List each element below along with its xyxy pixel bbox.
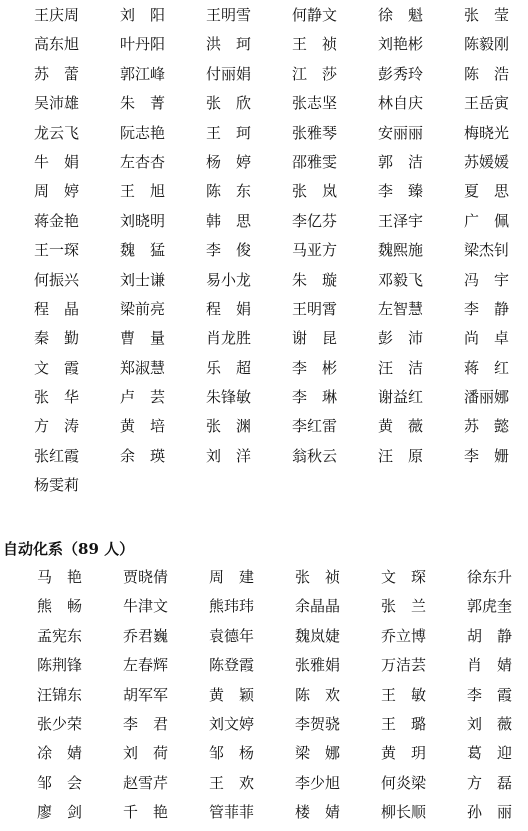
name-entry: 邹 杨 [209, 744, 255, 763]
name-entry: 葛 迎 [467, 744, 513, 763]
name-entry: 王 旭 [120, 182, 166, 201]
name-entry: 周 建 [209, 568, 255, 586]
name-entry: 黄 薇 [378, 417, 424, 436]
name-entry: 乔立博 [381, 626, 427, 645]
name-entry: 陈荆锋 [37, 656, 83, 675]
name-entry: 彭 沛 [378, 329, 424, 348]
name-entry: 苏 懿 [464, 417, 510, 436]
name-entry: 谢益红 [378, 388, 424, 407]
name-entry: 熊 畅 [37, 597, 83, 616]
name-list-top [0, 1, 528, 501]
name-entry: 张 欣 [206, 94, 252, 113]
name-entry: 汪 原 [378, 446, 424, 465]
name-entry: 张 莹 [464, 6, 510, 24]
name-entry: 易小龙 [206, 270, 252, 289]
name-entry: 余晶晶 [295, 597, 341, 616]
name-entry: 王一琛 [34, 241, 80, 260]
name-entry: 黄 培 [120, 417, 166, 436]
name-entry: 韩 思 [206, 211, 252, 230]
name-entry: 夏 思 [464, 182, 510, 201]
name-entry: 李 姗 [464, 446, 510, 465]
name-entry: 尚 卓 [464, 329, 510, 348]
name-entry: 左智慧 [378, 299, 424, 318]
name-entry: 陈 欢 [295, 685, 341, 704]
name-entry: 李亿芬 [292, 211, 338, 230]
name-entry: 赵雪芹 [123, 773, 169, 792]
name-entry: 翁秋云 [292, 446, 338, 465]
name-entry: 张 祯 [295, 568, 341, 586]
name-entry: 陈 东 [206, 182, 252, 201]
section-heading: 自动化系（89 人） [3, 540, 135, 558]
name-entry: 张少荣 [37, 714, 83, 733]
name-entry: 李贺骁 [295, 714, 341, 733]
name-entry: 杨雯莉 [34, 476, 80, 495]
name-entry: 凃 婧 [37, 744, 83, 763]
name-entry: 胡军军 [123, 685, 169, 704]
name-entry: 李 静 [464, 299, 510, 318]
name-entry: 乔君巍 [123, 626, 169, 645]
name-entry: 蒋金艳 [34, 211, 80, 230]
name-entry: 黄 颖 [209, 685, 255, 704]
name-entry: 牛 娟 [34, 152, 80, 171]
name-entry: 吴沛雄 [34, 94, 80, 113]
name-entry: 付丽娟 [206, 64, 252, 83]
name-entry: 王 珂 [206, 123, 252, 142]
name-list-automation [0, 563, 528, 828]
name-entry: 张雅琴 [292, 123, 338, 142]
name-entry: 王明霄 [292, 299, 338, 318]
name-entry: 王岳寅 [464, 94, 510, 113]
name-entry: 洪 珂 [206, 35, 252, 54]
name-entry: 李 君 [123, 714, 169, 733]
name-entry: 张 华 [34, 388, 80, 407]
name-entry: 梅晓光 [464, 123, 510, 142]
name-entry: 邓毅飞 [378, 270, 424, 289]
name-entry: 袁德年 [209, 626, 255, 645]
name-entry: 余 瑛 [120, 446, 166, 465]
name-entry: 刘艳彬 [378, 35, 424, 54]
name-entry: 王 璐 [381, 714, 427, 733]
name-entry: 何静文 [292, 6, 338, 24]
name-entry: 邵雅雯 [292, 152, 338, 171]
name-entry: 汪 洁 [378, 358, 424, 377]
name-entry: 楼 婧 [295, 803, 341, 822]
name-entry: 牛津文 [123, 597, 169, 616]
name-entry: 郭虎奎 [467, 597, 513, 616]
name-entry: 潘丽娜 [464, 388, 510, 407]
name-entry: 刘 阳 [120, 6, 166, 24]
name-entry: 李少旭 [295, 773, 341, 792]
name-entry: 梁 娜 [295, 744, 341, 763]
name-entry: 朱锋敏 [206, 388, 252, 407]
name-entry: 王 敏 [381, 685, 427, 704]
name-entry: 彭秀玲 [378, 64, 424, 83]
name-entry: 刘文婷 [209, 714, 255, 733]
name-entry: 陈 浩 [464, 64, 510, 83]
name-entry: 秦 勤 [34, 329, 80, 348]
name-entry: 文 琛 [381, 568, 427, 586]
name-entry: 程 晶 [34, 299, 80, 318]
name-entry: 高东旭 [34, 35, 80, 54]
name-entry: 左春辉 [123, 656, 169, 675]
name-entry: 梁杰钊 [464, 241, 510, 260]
name-entry: 朱 菁 [120, 94, 166, 113]
name-entry: 管菲菲 [209, 803, 255, 822]
name-entry: 肖 婧 [467, 656, 513, 675]
name-entry: 王明雪 [206, 6, 252, 24]
name-entry: 魏熙施 [378, 241, 424, 260]
name-entry: 柳长顺 [381, 803, 427, 822]
name-entry: 杨 婷 [206, 152, 252, 171]
name-entry: 张雅娟 [295, 656, 341, 675]
name-entry: 刘 洋 [206, 446, 252, 465]
name-entry: 方 涛 [34, 417, 80, 436]
name-entry: 梁前亮 [120, 299, 166, 318]
name-entry: 广 佩 [464, 211, 510, 230]
name-entry: 邹 会 [37, 773, 83, 792]
name-entry: 郭江峰 [120, 64, 166, 83]
name-entry: 蒋 红 [464, 358, 510, 377]
name-entry: 熊玮玮 [209, 597, 255, 616]
name-entry: 陈登霞 [209, 656, 255, 675]
name-entry: 方 磊 [467, 773, 513, 792]
name-entry: 乐 超 [206, 358, 252, 377]
name-entry: 何振兴 [34, 270, 80, 289]
name-entry: 王泽宇 [378, 211, 424, 230]
name-entry: 魏岚婕 [295, 626, 341, 645]
name-entry: 徐东升 [467, 568, 513, 586]
name-entry: 阮志艳 [120, 123, 166, 142]
name-entry: 林自庆 [378, 94, 424, 113]
name-entry: 周 婷 [34, 182, 80, 201]
name-entry: 左杏杏 [120, 152, 166, 171]
name-entry: 张 渊 [206, 417, 252, 436]
name-entry: 文 霞 [34, 358, 80, 377]
name-entry: 徐 魁 [378, 6, 424, 24]
name-entry: 张 兰 [381, 597, 427, 616]
name-entry: 孙 丽 [467, 803, 513, 822]
name-entry: 朱 璇 [292, 270, 338, 289]
name-entry: 张 岚 [292, 182, 338, 201]
name-entry: 王 祯 [292, 35, 338, 54]
name-entry: 刘 荷 [123, 744, 169, 763]
name-entry: 李 俊 [206, 241, 252, 260]
name-entry: 刘士谦 [120, 270, 166, 289]
name-entry: 贾晓倩 [123, 568, 169, 586]
name-entry: 张红霞 [34, 446, 80, 465]
name-entry: 苏 蕾 [34, 64, 80, 83]
name-entry: 苏媛媛 [464, 152, 510, 171]
name-entry: 王 欢 [209, 773, 255, 792]
name-entry: 马 艳 [37, 568, 83, 586]
name-grid-top [0, 1, 528, 501]
name-entry: 卢 芸 [120, 388, 166, 407]
name-entry: 冯 宇 [464, 270, 510, 289]
name-entry: 孟宪东 [37, 626, 83, 645]
name-entry: 汪锦东 [37, 685, 83, 704]
name-entry: 安丽丽 [378, 123, 424, 142]
name-entry: 廖 剑 [37, 803, 83, 822]
name-entry: 郭 洁 [378, 152, 424, 171]
name-entry: 李 彬 [292, 358, 338, 377]
name-entry: 曹 量 [120, 329, 166, 348]
name-grid-automation [0, 563, 528, 828]
name-entry: 张志坚 [292, 94, 338, 113]
name-entry: 黄 玥 [381, 744, 427, 763]
name-entry: 万洁芸 [381, 656, 427, 675]
name-entry: 陈毅刚 [464, 35, 510, 54]
name-entry: 马亚方 [292, 241, 338, 260]
name-entry: 李 臻 [378, 182, 424, 201]
name-entry: 肖龙胜 [206, 329, 252, 348]
name-entry: 郑淑慧 [120, 358, 166, 377]
name-entry: 刘 薇 [467, 714, 513, 733]
name-entry: 胡 静 [467, 626, 513, 645]
name-entry: 刘晓明 [120, 211, 166, 230]
name-entry: 叶丹阳 [120, 35, 166, 54]
name-entry: 王庆周 [34, 6, 80, 24]
name-entry: 李 霞 [467, 685, 513, 704]
name-entry: 程 娟 [206, 299, 252, 318]
name-entry: 何炎梁 [381, 773, 427, 792]
name-entry: 李红雷 [292, 417, 338, 436]
name-entry: 龙云飞 [34, 123, 80, 142]
name-entry: 江 莎 [292, 64, 338, 83]
name-entry: 千 艳 [123, 803, 169, 822]
name-entry: 李 琳 [292, 388, 338, 407]
name-entry: 谢 昆 [292, 329, 338, 348]
name-entry: 魏 猛 [120, 241, 166, 260]
